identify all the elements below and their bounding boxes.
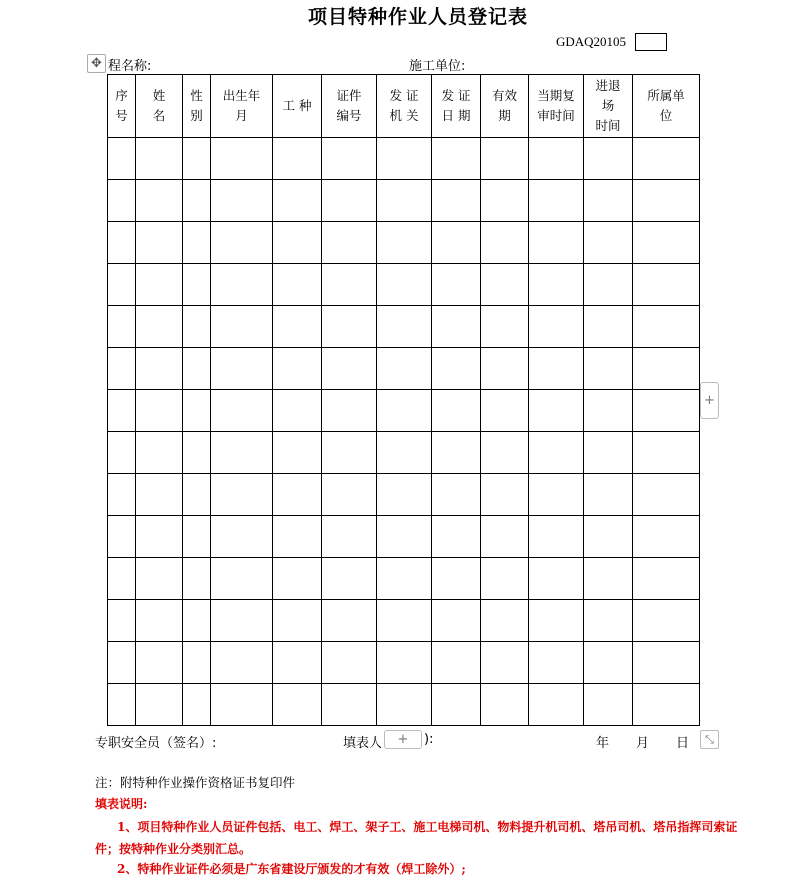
table-cell[interactable]: [377, 390, 432, 432]
table-cell[interactable]: [322, 348, 377, 390]
table-cell[interactable]: [273, 600, 322, 642]
table-cell[interactable]: [211, 558, 273, 600]
table-cell[interactable]: [322, 180, 377, 222]
table-cell[interactable]: [432, 348, 481, 390]
table-cell[interactable]: [584, 558, 633, 600]
table-cell[interactable]: [211, 516, 273, 558]
table-cell[interactable]: [584, 474, 633, 516]
table-header-row: [108, 75, 700, 138]
table-cell[interactable]: [481, 306, 529, 348]
safety-officer-label: 专职安全员（签名）:: [95, 736, 217, 751]
table-cell[interactable]: [633, 516, 700, 558]
table-cell[interactable]: [432, 684, 481, 726]
table-cell[interactable]: [481, 264, 529, 306]
table-cell[interactable]: [529, 138, 584, 180]
date-day-label: 日: [676, 736, 690, 751]
table-cell[interactable]: [211, 432, 273, 474]
table-cell[interactable]: [377, 306, 432, 348]
table-cell[interactable]: [183, 558, 211, 600]
column-header-text: 日 期: [441, 108, 471, 123]
table-row: [108, 138, 700, 180]
table-cell[interactable]: [432, 390, 481, 432]
date-year-label: 年: [596, 736, 610, 751]
table-cell[interactable]: [136, 180, 183, 222]
form-title: 项目特种作业人员登记表: [307, 6, 528, 28]
form-code-box[interactable]: [635, 33, 667, 51]
table-cell[interactable]: [136, 390, 183, 432]
table-cell[interactable]: [136, 600, 183, 642]
table-cell[interactable]: [322, 642, 377, 684]
table-cell[interactable]: [322, 684, 377, 726]
column-header-text: 期: [498, 108, 511, 123]
table-cell[interactable]: [211, 222, 273, 264]
table-cell[interactable]: [108, 558, 136, 600]
table-cell[interactable]: [633, 474, 700, 516]
table-cell[interactable]: [633, 558, 700, 600]
table-row: [108, 516, 700, 558]
column-header: [183, 75, 211, 138]
table-cell[interactable]: [136, 264, 183, 306]
table-cell[interactable]: [108, 600, 136, 642]
table-cell[interactable]: [432, 306, 481, 348]
table-cell[interactable]: [136, 474, 183, 516]
registration-table: [107, 74, 700, 726]
table-cell[interactable]: [108, 348, 136, 390]
column-header-text: 当期复: [537, 88, 575, 103]
table-cell[interactable]: [136, 432, 183, 474]
column-header: [108, 75, 136, 138]
table-cell[interactable]: [183, 348, 211, 390]
table-cell[interactable]: [273, 264, 322, 306]
table-cell[interactable]: [108, 264, 136, 306]
table-cell[interactable]: [108, 432, 136, 474]
table-cell[interactable]: [273, 642, 322, 684]
table-cell[interactable]: [273, 684, 322, 726]
add-column-button[interactable]: [700, 382, 719, 419]
table-cell[interactable]: [183, 138, 211, 180]
table-cell[interactable]: [108, 642, 136, 684]
table-cell[interactable]: [108, 306, 136, 348]
column-header-text: 性: [190, 88, 203, 103]
table-cell[interactable]: [108, 138, 136, 180]
table-cell[interactable]: [377, 138, 432, 180]
column-header-text: 工 种: [282, 98, 312, 113]
table-cell[interactable]: [211, 390, 273, 432]
table-cell[interactable]: [273, 306, 322, 348]
table-cell[interactable]: [529, 516, 584, 558]
table-cell[interactable]: [481, 600, 529, 642]
instructions-title: 填表说明:: [95, 797, 148, 811]
construction-unit-label: 施工单位:: [409, 59, 466, 74]
table-cell[interactable]: [633, 684, 700, 726]
table-cell[interactable]: [432, 516, 481, 558]
table-cell[interactable]: [183, 390, 211, 432]
column-header-text: 机 关: [389, 108, 419, 123]
table-cell[interactable]: [273, 474, 322, 516]
column-header: [529, 75, 584, 138]
table-cell[interactable]: [136, 642, 183, 684]
table-cell[interactable]: [322, 516, 377, 558]
column-header-text: 场: [601, 98, 615, 113]
column-header: [211, 75, 273, 138]
column-header-text: 月: [235, 108, 248, 123]
table-cell[interactable]: [211, 474, 273, 516]
table-cell[interactable]: [322, 432, 377, 474]
table-cell[interactable]: [432, 222, 481, 264]
move-icon: ✥: [91, 56, 102, 71]
table-cell[interactable]: [273, 222, 322, 264]
table-cell[interactable]: [377, 432, 432, 474]
table-cell[interactable]: [136, 138, 183, 180]
table-cell[interactable]: [529, 558, 584, 600]
form-code: GDAQ20105: [556, 34, 627, 49]
table-cell[interactable]: [432, 432, 481, 474]
column-header: [273, 75, 322, 138]
column-header-text: 名: [152, 108, 166, 123]
table-cell[interactable]: [529, 432, 584, 474]
table-cell[interactable]: [322, 558, 377, 600]
attachment-note: 注：附特种作业操作资格证书复印件: [95, 775, 296, 790]
table-row: [108, 642, 700, 684]
table-row: [108, 306, 700, 348]
table-move-handle[interactable]: [87, 54, 106, 73]
column-header-text: 进退: [595, 78, 621, 93]
table-cell[interactable]: [584, 600, 633, 642]
column-header-text: 序: [115, 88, 128, 103]
table-row: [108, 684, 700, 726]
table-cell[interactable]: [211, 348, 273, 390]
resize-icon: ⤡: [705, 733, 714, 746]
table-cell[interactable]: [211, 684, 273, 726]
table-cell[interactable]: [136, 222, 183, 264]
table-cell[interactable]: [481, 558, 529, 600]
project-name-label: 程名称:: [108, 59, 152, 74]
column-header: [322, 75, 377, 138]
column-header-text: 出生年: [222, 88, 261, 103]
table-cell[interactable]: [136, 558, 183, 600]
table-cell[interactable]: [211, 642, 273, 684]
table-cell[interactable]: [481, 390, 529, 432]
table-cell[interactable]: [211, 600, 273, 642]
table-cell[interactable]: [211, 306, 273, 348]
table-cell[interactable]: [529, 600, 584, 642]
plus-icon: +: [704, 393, 715, 408]
table-cell[interactable]: [432, 558, 481, 600]
table-cell[interactable]: [481, 516, 529, 558]
table-cell[interactable]: [481, 684, 529, 726]
table-cell[interactable]: [377, 348, 432, 390]
table-cell[interactable]: [432, 600, 481, 642]
column-header-text: 别: [190, 108, 203, 123]
table-cell[interactable]: [481, 180, 529, 222]
table-cell[interactable]: [584, 516, 633, 558]
column-header-text: 有效: [491, 88, 517, 103]
table-cell[interactable]: [183, 684, 211, 726]
table-row: [108, 390, 700, 432]
table-cell[interactable]: [322, 222, 377, 264]
table-cell[interactable]: [432, 642, 481, 684]
table-cell[interactable]: [633, 138, 700, 180]
table-cell[interactable]: [183, 432, 211, 474]
table-cell[interactable]: [108, 180, 136, 222]
column-header-text: 姓: [152, 88, 166, 103]
table-resize-handle[interactable]: [700, 730, 719, 749]
table-cell[interactable]: [633, 180, 700, 222]
filled-by-suffix: ):: [424, 732, 434, 747]
table-cell[interactable]: [322, 264, 377, 306]
table-cell[interactable]: [529, 390, 584, 432]
table-cell[interactable]: [377, 180, 432, 222]
table-cell[interactable]: [108, 390, 136, 432]
column-header-text: 号: [115, 108, 128, 123]
table-cell[interactable]: [183, 222, 211, 264]
table-cell[interactable]: [432, 180, 481, 222]
table-cell[interactable]: [136, 684, 183, 726]
column-header-text: 证件: [336, 88, 362, 103]
column-header-text: 所属单: [647, 88, 685, 103]
table-row: [108, 558, 700, 600]
instruction-item-1-continued: 件；按特种作业分类别汇总。: [95, 842, 252, 856]
column-header-text: 发 证: [389, 88, 419, 103]
table-cell[interactable]: [273, 390, 322, 432]
table-cell[interactable]: [377, 474, 432, 516]
table-row: [108, 600, 700, 642]
table-cell[interactable]: [584, 684, 633, 726]
table-cell[interactable]: [322, 306, 377, 348]
table-row: [108, 348, 700, 390]
table-cell[interactable]: [529, 348, 584, 390]
table-cell[interactable]: [211, 264, 273, 306]
table-cell[interactable]: [584, 138, 633, 180]
column-header-text: 位: [659, 108, 673, 123]
table-cell[interactable]: [108, 474, 136, 516]
table-cell[interactable]: [211, 138, 273, 180]
table-cell[interactable]: [584, 642, 633, 684]
table-cell[interactable]: [633, 222, 700, 264]
table-cell[interactable]: [136, 516, 183, 558]
add-row-button[interactable]: [384, 730, 422, 749]
table-cell[interactable]: [108, 684, 136, 726]
table-cell[interactable]: [273, 432, 322, 474]
table-cell[interactable]: [322, 138, 377, 180]
table-cell[interactable]: [584, 180, 633, 222]
table-cell[interactable]: [136, 306, 183, 348]
table-cell[interactable]: [481, 222, 529, 264]
table-cell[interactable]: [273, 348, 322, 390]
table-cell[interactable]: [584, 306, 633, 348]
table-cell[interactable]: [633, 642, 700, 684]
table-cell[interactable]: [377, 222, 432, 264]
table-cell[interactable]: [377, 558, 432, 600]
table-cell[interactable]: [633, 348, 700, 390]
table-cell[interactable]: [633, 306, 700, 348]
table-cell[interactable]: [633, 390, 700, 432]
table-row: [108, 474, 700, 516]
table-cell[interactable]: [481, 642, 529, 684]
column-header: [136, 75, 183, 138]
table-cell[interactable]: [183, 306, 211, 348]
table-cell[interactable]: [633, 264, 700, 306]
column-header-text: 时间: [595, 118, 621, 133]
table-cell[interactable]: [273, 516, 322, 558]
table-cell[interactable]: [273, 138, 322, 180]
table-cell[interactable]: [108, 516, 136, 558]
instruction-item-2: 2、特种作业证件必须是广东省建设厅颁发的才有效（焊工除外）;: [117, 862, 466, 876]
table-cell[interactable]: [183, 516, 211, 558]
table-cell[interactable]: [273, 180, 322, 222]
filled-by-label: 填表人: [343, 736, 383, 751]
table-cell[interactable]: [377, 642, 432, 684]
table-cell[interactable]: [633, 600, 700, 642]
table-cell[interactable]: [481, 348, 529, 390]
table-row: [108, 264, 700, 306]
table-cell[interactable]: [377, 600, 432, 642]
table-cell[interactable]: [211, 180, 273, 222]
table-cell[interactable]: [529, 180, 584, 222]
table-cell[interactable]: [377, 684, 432, 726]
table-cell[interactable]: [633, 432, 700, 474]
table-cell[interactable]: [481, 138, 529, 180]
column-header: [481, 75, 529, 138]
plus-icon: +: [397, 732, 409, 747]
column-header: [377, 75, 432, 138]
table-cell[interactable]: [108, 222, 136, 264]
table-cell[interactable]: [584, 432, 633, 474]
table-cell[interactable]: [584, 264, 633, 306]
column-header: [432, 75, 481, 138]
table-cell[interactable]: [432, 138, 481, 180]
table-cell[interactable]: [322, 600, 377, 642]
column-header: [633, 75, 700, 138]
table-cell[interactable]: [584, 390, 633, 432]
table-row: [108, 432, 700, 474]
table-cell[interactable]: [183, 180, 211, 222]
date-month-label: 月: [636, 736, 650, 751]
table-cell[interactable]: [432, 474, 481, 516]
table-cell[interactable]: [377, 516, 432, 558]
table-cell[interactable]: [529, 222, 584, 264]
table-row: [108, 222, 700, 264]
table-cell[interactable]: [481, 474, 529, 516]
table-cell[interactable]: [584, 222, 633, 264]
column-header-text: 审时间: [537, 108, 575, 123]
table-cell[interactable]: [183, 600, 211, 642]
column-header-text: 编号: [336, 108, 362, 123]
table-cell[interactable]: [136, 348, 183, 390]
table-cell[interactable]: [432, 264, 481, 306]
table-cell[interactable]: [183, 642, 211, 684]
table-cell[interactable]: [183, 264, 211, 306]
table-cell[interactable]: [183, 474, 211, 516]
table-cell[interactable]: [273, 558, 322, 600]
table-cell[interactable]: [529, 642, 584, 684]
column-header-text: 发 证: [441, 88, 471, 103]
table-cell[interactable]: [322, 390, 377, 432]
column-header: [584, 75, 633, 138]
table-cell[interactable]: [529, 474, 584, 516]
table-body: [108, 138, 700, 726]
table-cell[interactable]: [481, 432, 529, 474]
table-cell[interactable]: [377, 264, 432, 306]
table-cell[interactable]: [529, 684, 584, 726]
instruction-item-1: 1、项目特种作业人员证件包括、电工、焊工、架子工、施工电梯司机、物料提升机司机、塔吊司机、塔吊指挥司索证: [117, 820, 738, 834]
table-cell[interactable]: [322, 474, 377, 516]
table-cell[interactable]: [529, 306, 584, 348]
table-cell[interactable]: [529, 264, 584, 306]
table-row: [108, 180, 700, 222]
table-cell[interactable]: [584, 348, 633, 390]
